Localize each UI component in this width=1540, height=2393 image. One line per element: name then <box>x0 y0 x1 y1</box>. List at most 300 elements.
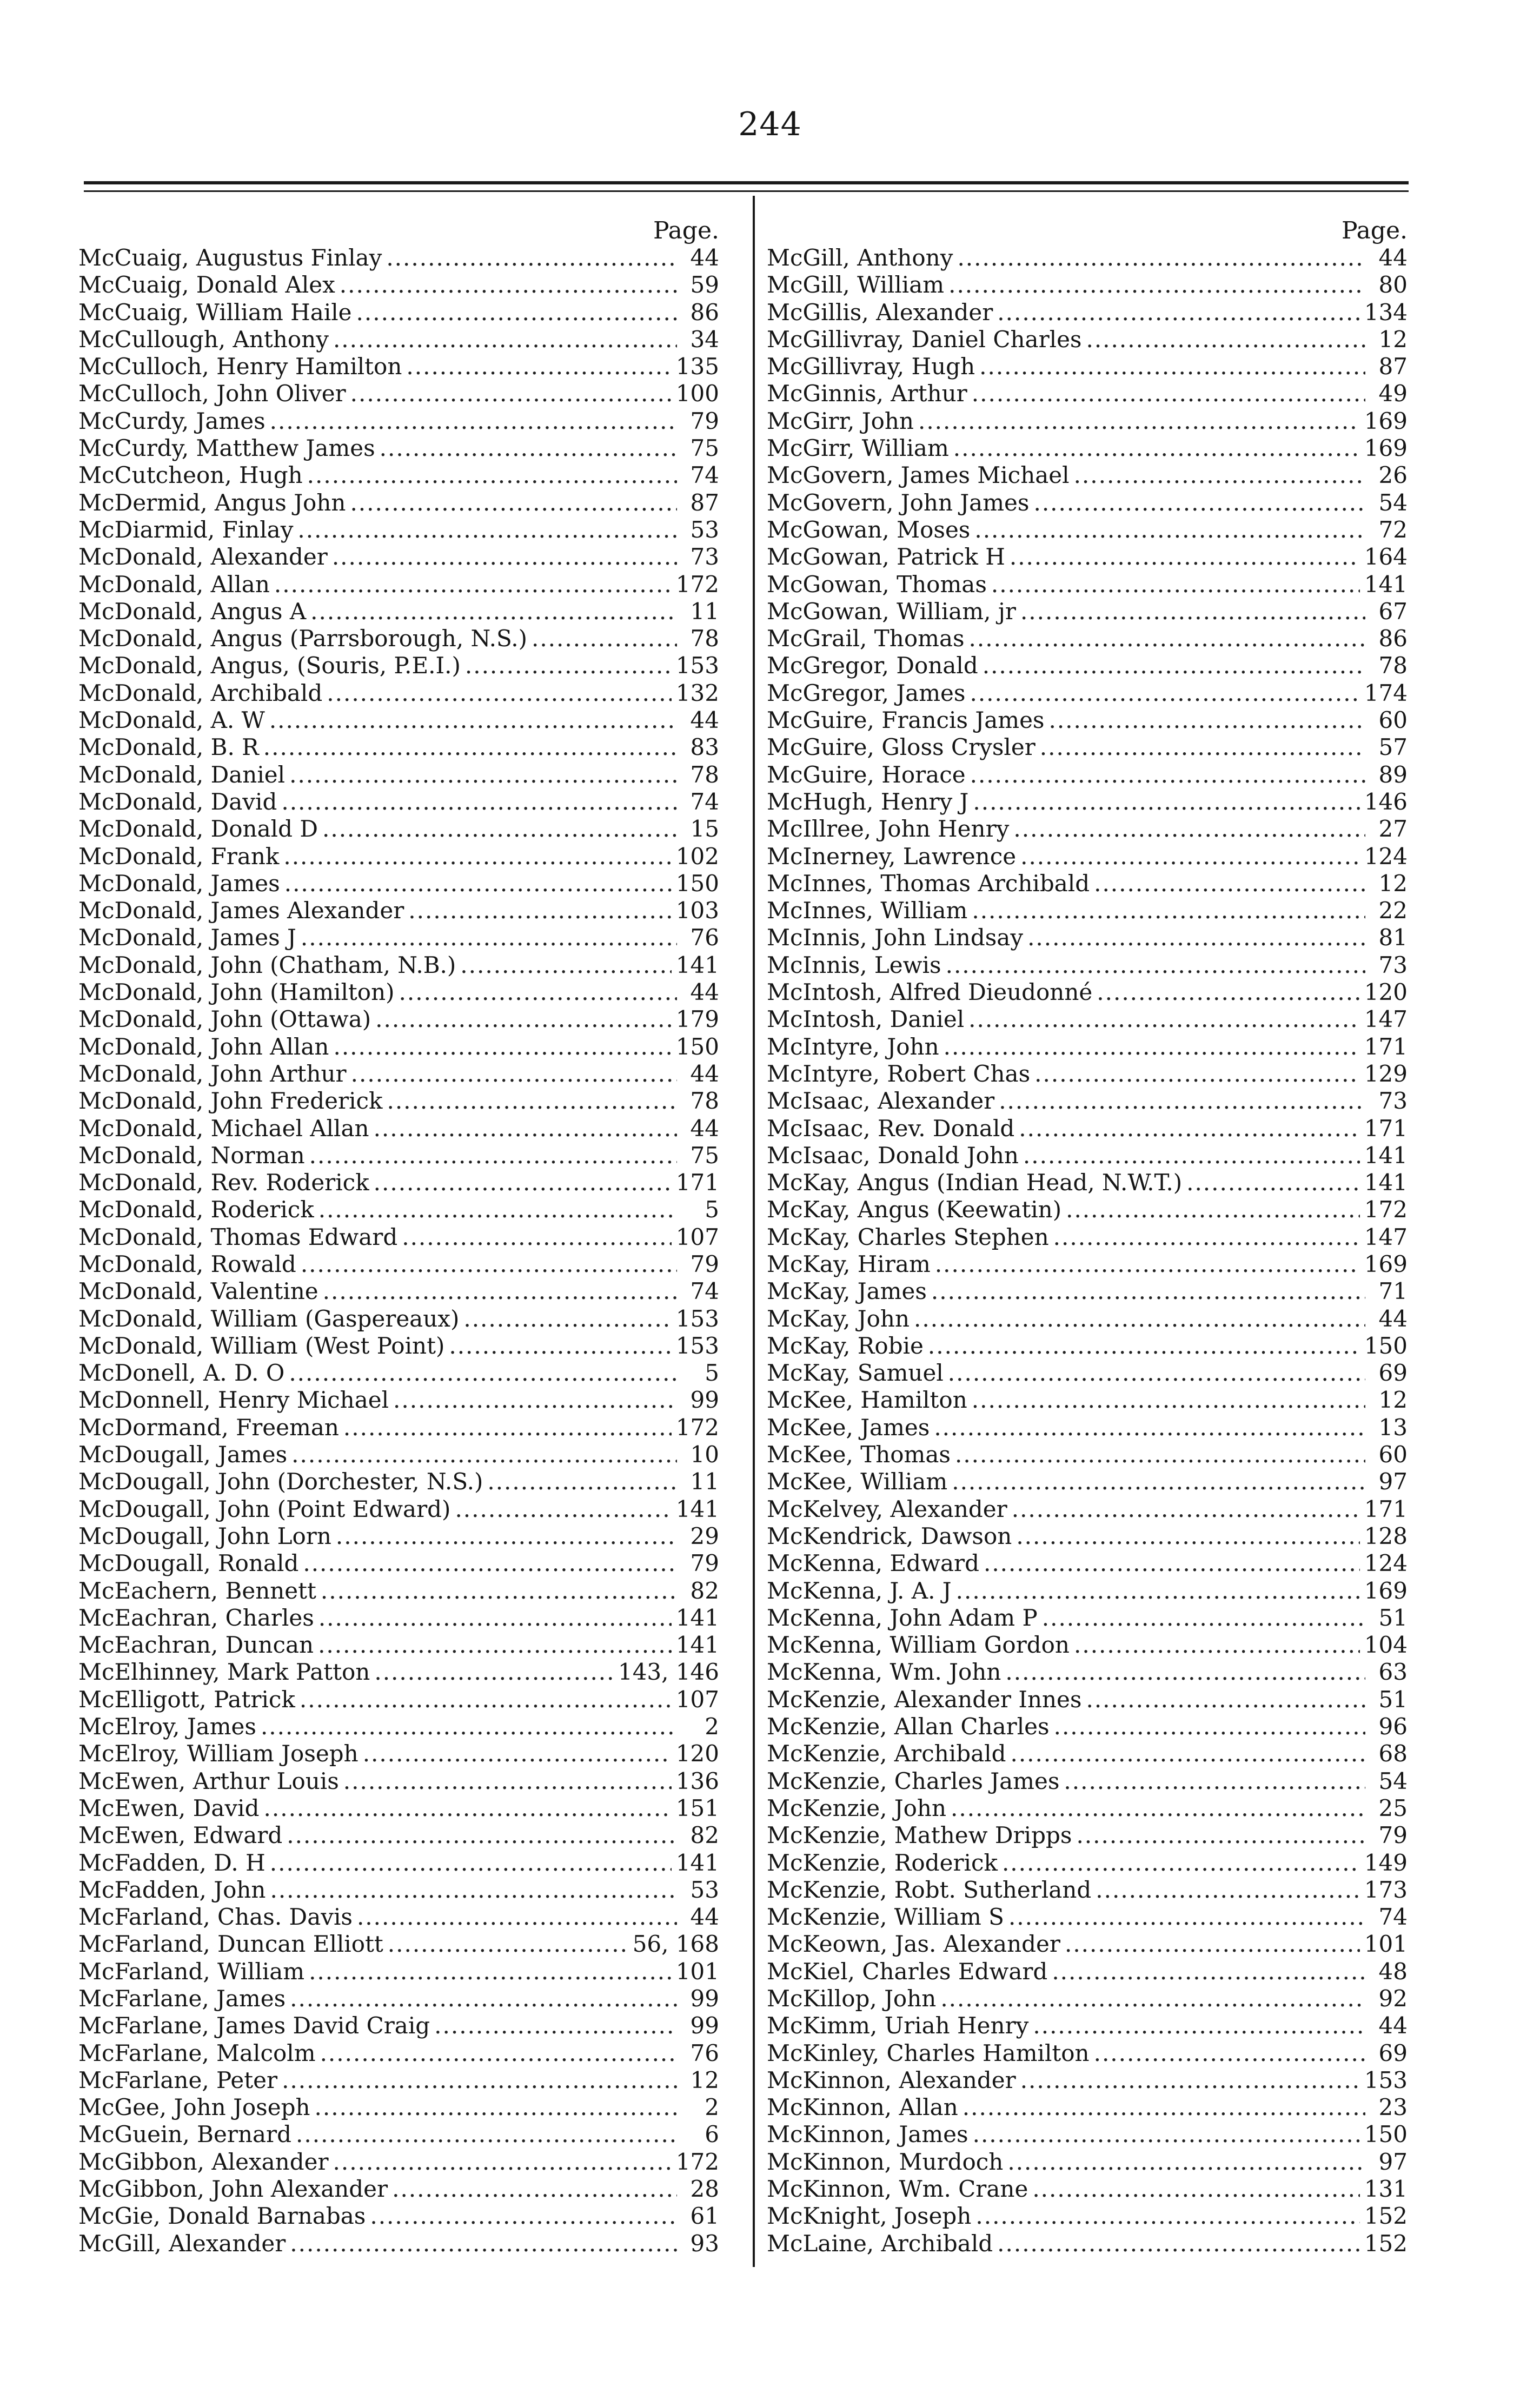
entry-name: McKenna, William Gordon <box>767 1632 1070 1659</box>
entry-name: McCulloch, Henry Hamilton <box>78 353 402 380</box>
dot-leader <box>1097 979 1360 1006</box>
entry-page: 34 <box>690 326 719 353</box>
dot-leader <box>1052 1958 1365 1985</box>
index-entry <box>767 1496 1408 1523</box>
dot-leader <box>290 1985 677 2012</box>
entry-name: McKenna, Wm. John <box>767 1659 1001 1686</box>
index-entry <box>78 1305 719 1333</box>
entry-name: McCutcheon, Hugh <box>78 462 303 489</box>
entry-name: McDonald, B. R <box>78 734 259 761</box>
dot-leader <box>532 625 677 652</box>
entry-page: 104 <box>1364 1632 1408 1659</box>
index-entry <box>767 734 1408 761</box>
index-entry <box>767 816 1408 843</box>
index-entry <box>78 1496 719 1523</box>
index-entry <box>767 1904 1408 1931</box>
entry-page: 171 <box>675 1169 719 1196</box>
entry-name: McDonald, Valentine <box>78 1278 318 1305</box>
index-entry <box>78 897 719 924</box>
entry-page: 15 <box>690 816 719 843</box>
entry-name: McKay, James <box>767 1278 927 1305</box>
entry-page: 141 <box>675 1604 719 1631</box>
dot-leader <box>1016 1523 1360 1550</box>
entry-page: 27 <box>1378 816 1408 843</box>
index-entry <box>767 2230 1408 2257</box>
index-entry <box>78 1360 719 1387</box>
index-entry <box>767 1985 1408 2012</box>
dot-leader <box>350 380 672 407</box>
entry-page: 23 <box>1378 2094 1408 2121</box>
entry-name: McKay, Hiram <box>767 1250 931 1277</box>
index-entry <box>78 2149 719 2176</box>
entry-name: McInnis, John Lindsay <box>767 924 1024 951</box>
dot-leader <box>1002 1850 1360 1877</box>
entry-page: 48 <box>1378 1958 1408 1985</box>
index-entry <box>767 2121 1408 2148</box>
dot-leader <box>940 1985 1365 2012</box>
index-entry <box>78 816 719 843</box>
entry-page: 153 <box>675 1332 719 1359</box>
entry-name: McDonald, Archibald <box>78 679 323 706</box>
index-entry <box>767 2012 1408 2039</box>
dot-leader <box>380 435 677 462</box>
entry-name: McDougall, John (Dorchester, N.S.) <box>78 1468 483 1495</box>
entry-page: 73 <box>1378 1088 1408 1115</box>
dot-leader <box>289 1360 677 1387</box>
entry-name: McGillivray, Hugh <box>767 353 975 380</box>
entry-name: McDonald, Michael Allan <box>78 1115 369 1142</box>
dot-leader <box>935 1251 1360 1278</box>
entry-name: McFarlane, James David Craig <box>78 2012 430 2039</box>
entry-page: 12 <box>1378 870 1408 897</box>
index-entry <box>767 870 1408 897</box>
entry-page: 152 <box>1364 2203 1408 2230</box>
dot-leader <box>363 1740 672 1767</box>
index-entry <box>78 1713 719 1740</box>
dot-leader <box>931 1278 1365 1305</box>
index-entry <box>78 2067 719 2094</box>
entry-name: McKay, Charles Stephen <box>767 1223 1049 1250</box>
entry-page: 151 <box>675 1794 719 1821</box>
entry-name: McElroy, James <box>78 1713 256 1740</box>
entry-page: 141 <box>1364 1169 1408 1196</box>
index-entry <box>767 1414 1408 1441</box>
index-entry <box>767 625 1408 652</box>
entry-page: 96 <box>1378 1713 1408 1740</box>
dot-leader <box>375 1006 672 1033</box>
entry-page: 74 <box>690 788 719 815</box>
entry-page: 86 <box>1378 625 1408 652</box>
index-entry <box>767 1224 1408 1251</box>
index-entry <box>767 1931 1408 1958</box>
index-entry <box>78 2230 719 2257</box>
dot-leader <box>309 1958 672 1985</box>
dot-leader <box>1053 1224 1360 1251</box>
dot-leader <box>1186 1169 1360 1196</box>
dot-leader <box>957 244 1365 271</box>
entry-page: 99 <box>690 1387 719 1414</box>
dot-leader <box>370 2203 677 2230</box>
index-entry <box>767 516 1408 543</box>
entry-name: McKillop, John <box>767 1985 937 2012</box>
dot-leader <box>296 2121 677 2148</box>
entry-name: McIntosh, Alfred Dieudonné <box>767 979 1093 1006</box>
entry-name: McCurdy, James <box>78 407 265 434</box>
entry-name: McFarlane, Malcolm <box>78 2039 316 2066</box>
dot-leader <box>263 734 677 761</box>
index-entry <box>767 435 1408 462</box>
dot-leader <box>269 707 677 734</box>
dot-leader <box>309 1142 677 1169</box>
entry-name: McDonald, Donald D <box>78 816 318 843</box>
dot-leader <box>321 1577 677 1605</box>
dot-leader <box>386 244 677 271</box>
index-entry <box>767 1278 1408 1305</box>
index-entry <box>78 408 719 435</box>
dot-leader <box>374 1169 672 1196</box>
entry-page: 44 <box>690 244 719 271</box>
index-entry <box>78 1550 719 1577</box>
entry-name: McKimm, Uriah Henry <box>767 2012 1029 2039</box>
entry-name: McGuire, Gloss Crysler <box>767 734 1035 761</box>
index-entry <box>78 1224 719 1251</box>
index-entry <box>767 1850 1408 1877</box>
dot-leader <box>972 380 1365 407</box>
entry-name: McDonald, William (Gaspereaux) <box>78 1305 460 1332</box>
entry-name: McDonald, John (Chatham, N.B.) <box>78 951 456 978</box>
index-entry <box>78 326 719 353</box>
entry-name: McKinnon, James <box>767 2121 968 2148</box>
index-entry <box>767 1877 1408 1904</box>
entry-name: McKay, Angus (Indian Head, N.W.T.) <box>767 1169 1183 1196</box>
entry-page: 174 <box>1364 679 1408 706</box>
entry-name: McGregor, James <box>767 679 966 706</box>
index-entry <box>767 1822 1408 1849</box>
index-entry <box>767 1196 1408 1223</box>
entry-name: McEwen, Edward <box>78 1822 283 1849</box>
dot-leader <box>327 680 672 707</box>
entry-page: 129 <box>1364 1060 1408 1087</box>
entry-page: 51 <box>1378 1604 1408 1631</box>
entry-name: McKinnon, Murdoch <box>767 2148 1004 2175</box>
index-entry <box>78 380 719 407</box>
index-column-left <box>78 217 719 2257</box>
index-entry <box>78 707 719 734</box>
entry-name: McKenzie, Charles James <box>767 1767 1060 1794</box>
index-entry <box>78 2094 719 2121</box>
dot-leader <box>274 571 672 598</box>
entry-page: 44 <box>690 707 719 734</box>
dot-leader <box>1054 1713 1365 1740</box>
index-entry <box>767 707 1408 734</box>
entry-page: 79 <box>690 407 719 434</box>
dot-leader <box>1019 1115 1360 1142</box>
entry-name: McGibbon, Alexander <box>78 2148 329 2175</box>
entry-name: McKee, Thomas <box>767 1441 951 1468</box>
dot-leader <box>962 2094 1365 2121</box>
entry-page: 141 <box>675 1495 719 1522</box>
dot-leader <box>1074 462 1365 489</box>
entry-name: McKenzie, William S <box>767 1904 1004 1931</box>
entry-name: McIntyre, John <box>767 1033 939 1060</box>
index-entry <box>767 1686 1408 1713</box>
entry-name: McEachran, Duncan <box>78 1632 314 1659</box>
dot-leader <box>393 1387 677 1414</box>
dot-leader <box>1007 2149 1365 2176</box>
index-entry <box>78 2040 719 2067</box>
index-entry <box>767 1632 1408 1659</box>
index-entry <box>78 2176 719 2203</box>
entry-name: McKenzie, Robt. Sutherland <box>767 1876 1092 1903</box>
index-entry <box>767 1088 1408 1115</box>
index-entry <box>767 271 1408 299</box>
entry-name: McIsaac, Rev. Donald <box>767 1115 1015 1142</box>
dot-leader <box>332 543 677 571</box>
entry-page: 53 <box>690 516 719 543</box>
index-entry <box>78 1441 719 1468</box>
entry-page: 141 <box>1364 571 1408 598</box>
entry-name: McKay, Robie <box>767 1332 924 1359</box>
entry-name: McInnis, Lewis <box>767 951 941 978</box>
entry-name: McGibbon, John Alexander <box>78 2176 388 2203</box>
entry-page: 89 <box>1378 761 1408 788</box>
entry-name: McFarlane, Peter <box>78 2066 278 2093</box>
entry-page: 97 <box>1378 1468 1408 1495</box>
entry-name: McKenzie, Roderick <box>767 1849 998 1876</box>
dot-leader <box>463 1305 671 1333</box>
entry-page: 69 <box>1378 2039 1408 2066</box>
index-entry <box>78 2121 719 2148</box>
dot-leader <box>336 1523 677 1550</box>
index-entry <box>78 1196 719 1223</box>
entry-name: McIllree, John Henry <box>767 816 1010 843</box>
entry-page: 150 <box>675 870 719 897</box>
entry-name: McDonald, Daniel <box>78 761 286 788</box>
entry-name: McFadden, John <box>78 1876 266 1903</box>
entry-name: McGillivray, Daniel Charles <box>767 326 1082 353</box>
index-entry <box>767 2203 1408 2230</box>
entry-page: 60 <box>1378 707 1408 734</box>
entry-page: 13 <box>1378 1414 1408 1441</box>
entry-name: McDougall, Ronald <box>78 1550 299 1577</box>
dot-leader <box>318 1605 672 1632</box>
entry-page: 179 <box>675 1006 719 1033</box>
dot-leader <box>1023 1142 1360 1169</box>
index-entry <box>78 1985 719 2012</box>
entry-name: McGovern, John James <box>767 489 1030 516</box>
entry-name: McKiel, Charles Edward <box>767 1958 1048 1985</box>
dot-leader <box>287 1822 677 1849</box>
entry-name: McKee, Hamilton <box>767 1387 967 1414</box>
dot-leader <box>1094 870 1365 897</box>
column-header: Page. <box>653 217 719 244</box>
entry-page: 28 <box>690 2176 719 2203</box>
entry-page: 79 <box>690 1250 719 1277</box>
dot-leader <box>934 1414 1365 1441</box>
dot-leader <box>973 788 1359 816</box>
dot-leader <box>1020 843 1360 870</box>
entry-page: 75 <box>690 1142 719 1169</box>
entry-page: 73 <box>1378 951 1408 978</box>
dot-leader <box>973 2121 1360 2148</box>
entry-name: McDonald, John (Hamilton) <box>78 979 395 1006</box>
entry-name: McCuaig, William Haile <box>78 299 352 326</box>
index-entry <box>78 1686 719 1713</box>
entry-name: McGie, Donald Barnabas <box>78 2203 366 2230</box>
index-entry <box>767 2149 1408 2176</box>
dot-leader <box>387 1088 677 1115</box>
dot-leader <box>300 1686 672 1713</box>
entry-page: 134 <box>1364 299 1408 326</box>
entry-page: 107 <box>675 1223 719 1250</box>
entry-name: McKay, Angus (Keewatin) <box>767 1196 1062 1223</box>
index-entry <box>78 680 719 707</box>
index-entry <box>767 1333 1408 1360</box>
entry-page: 78 <box>690 761 719 788</box>
entry-page: 67 <box>1378 598 1408 625</box>
entry-page: 10 <box>690 1441 719 1468</box>
index-entry <box>78 299 719 326</box>
dot-leader <box>351 1060 677 1088</box>
index-entry <box>767 299 1408 326</box>
index-entry <box>78 489 719 516</box>
entry-name: McDonald, A. W <box>78 707 265 734</box>
dot-leader <box>374 1659 614 1686</box>
entry-name: McKenzie, Mathew Dripps <box>767 1822 1072 1849</box>
entry-page: 141 <box>1364 1142 1408 1169</box>
dot-leader <box>1066 1196 1360 1223</box>
entry-name: McDiarmid, Finlay <box>78 516 294 543</box>
entry-name: McKenzie, John <box>767 1794 947 1821</box>
entry-page: 2 <box>705 1713 719 1740</box>
index-entry <box>767 2040 1408 2067</box>
entry-name: McGill, William <box>767 271 945 299</box>
index-entry <box>767 652 1408 679</box>
entry-page: 124 <box>1364 1550 1408 1577</box>
dot-leader <box>991 571 1360 598</box>
dot-leader <box>399 979 677 1006</box>
index-entry <box>767 924 1408 951</box>
index-entry <box>767 571 1408 598</box>
entry-name: McDougall, John Lorn <box>78 1522 331 1549</box>
dot-leader <box>914 1305 1365 1333</box>
index-entry <box>767 1523 1408 1550</box>
entry-name: McDonald, John Arthur <box>78 1060 347 1087</box>
dot-leader <box>374 1115 677 1142</box>
entry-page: 169 <box>1364 435 1408 462</box>
entry-name: McGuire, Horace <box>767 761 966 788</box>
entry-name: McIsaac, Donald John <box>767 1142 1019 1169</box>
entry-page: 44 <box>690 979 719 1006</box>
index-entry <box>767 1251 1408 1278</box>
column-header: Page. <box>1341 217 1408 244</box>
index-entry <box>78 543 719 571</box>
index-entry <box>78 1822 719 1849</box>
index-entry <box>78 1795 719 1822</box>
entry-page: 124 <box>1364 843 1408 870</box>
entry-page: 49 <box>1378 380 1408 407</box>
entry-page: 150 <box>1364 1332 1408 1359</box>
entry-name: McCurdy, Matthew James <box>78 435 375 462</box>
index-entry <box>767 1006 1408 1033</box>
dot-leader <box>406 353 671 380</box>
entry-page: 81 <box>1378 924 1408 951</box>
entry-page: 5 <box>705 1196 719 1223</box>
entry-page: 136 <box>675 1767 719 1794</box>
entry-page: 2 <box>705 2094 719 2121</box>
index-entry <box>767 353 1408 380</box>
entry-page: 135 <box>675 353 719 380</box>
dot-leader <box>449 1333 671 1360</box>
dot-leader <box>997 299 1360 326</box>
entry-name: McKenna, Edward <box>767 1550 979 1577</box>
dot-leader <box>356 299 677 326</box>
index-entry <box>78 1033 719 1060</box>
entry-page: 87 <box>1378 353 1408 380</box>
index-entry <box>78 1387 719 1414</box>
entry-page: 71 <box>1378 1278 1408 1305</box>
index-entry <box>767 1360 1408 1387</box>
entry-name: McDonald, Alexander <box>78 543 328 571</box>
entry-page: 76 <box>690 2039 719 2066</box>
index-entry <box>78 924 719 951</box>
entry-list <box>78 244 719 2257</box>
dot-leader <box>1005 1659 1365 1686</box>
entry-page: 54 <box>1378 1767 1408 1794</box>
index-entry <box>78 244 719 271</box>
index-entry <box>78 1523 719 1550</box>
dot-leader <box>948 271 1365 299</box>
index-entry <box>767 1713 1408 1740</box>
entry-page: 101 <box>1364 1931 1408 1958</box>
entry-name: McKenzie, Allan Charles <box>767 1713 1050 1740</box>
dot-leader <box>318 1196 677 1223</box>
dot-leader <box>975 2203 1359 2230</box>
entry-page: 171 <box>1364 1115 1408 1142</box>
entry-name: McDormand, Freeman <box>78 1414 339 1441</box>
index-entry <box>78 1904 719 1931</box>
entry-name: McInerney, Lawrence <box>767 843 1017 870</box>
index-entry <box>78 1088 719 1115</box>
dot-leader <box>1086 1686 1365 1713</box>
entry-name: McFarlane, James <box>78 1985 286 2012</box>
dot-leader <box>261 1713 677 1740</box>
dot-leader <box>997 2230 1360 2257</box>
entry-page: 153 <box>1364 2066 1408 2093</box>
dot-leader <box>999 1088 1365 1115</box>
entry-page: 172 <box>675 1414 719 1441</box>
entry-page: 132 <box>675 679 719 706</box>
dot-leader <box>974 516 1365 543</box>
dot-leader <box>320 2040 677 2067</box>
dot-leader <box>333 326 677 353</box>
entry-page: 57 <box>1378 734 1408 761</box>
entry-page: 59 <box>690 271 719 299</box>
entry-name: McGrail, Thomas <box>767 625 965 652</box>
index-entry <box>78 1605 719 1632</box>
entry-page: 107 <box>675 1686 719 1713</box>
entry-page: 87 <box>690 489 719 516</box>
dot-leader <box>282 2067 677 2094</box>
index-entry <box>78 734 719 761</box>
index-entry <box>78 1768 719 1795</box>
entry-name: McKinnon, Allan <box>767 2094 958 2121</box>
dot-leader <box>970 761 1365 788</box>
entry-page: 153 <box>675 652 719 679</box>
index-entry <box>78 1577 719 1605</box>
index-entry <box>767 1387 1408 1414</box>
entry-page: 6 <box>705 2121 719 2148</box>
